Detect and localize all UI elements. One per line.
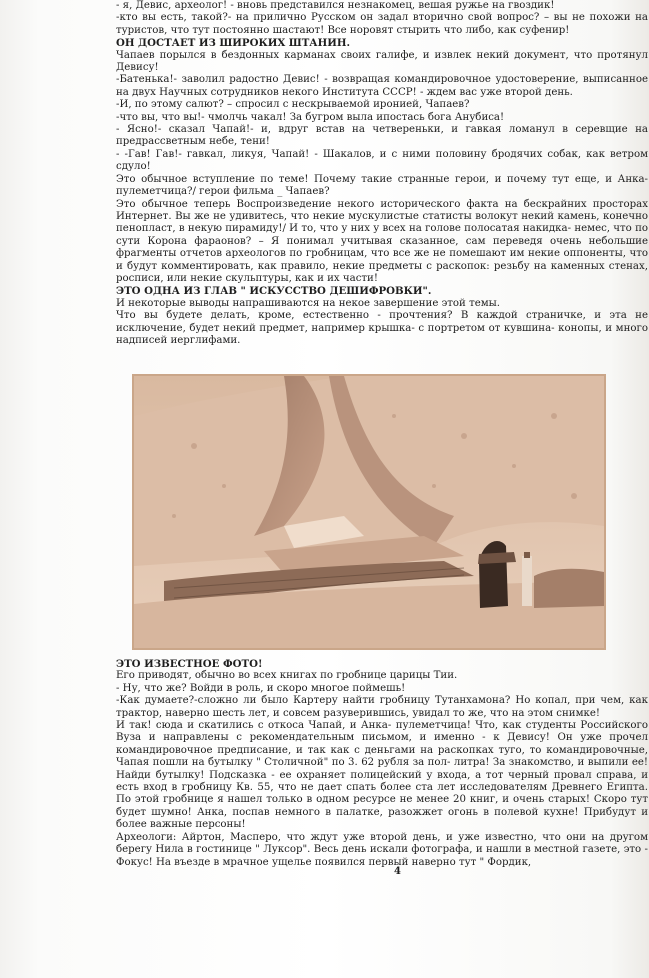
tomb-photo	[132, 374, 606, 650]
photo-caption: ЭТО ИЗВЕСТНОЕ ФОТО!	[116, 658, 263, 670]
bottom-text-block	[116, 658, 648, 869]
paragraph: Что вы будете делать, кроме, естественно - прочтения? В каждой страничке, и эта не исключение, будет некий предмет, например крышка- с портретом от кувшина- конопы, и много надписей иерглифами.	[116, 310, 648, 346]
paragraph: -что вы, что вы!- чмолчь чакал! За бугром выла ипостась бога Анубиса!	[116, 111, 505, 123]
paragraph: И некоторые выводы напрашиваются на некое завершение этой темы.	[116, 297, 501, 309]
paragraph: И так! сюда и скатились с откоса Чапай, и Анка- пулеметчица! Что, как студенты Российского Вуза и направлены с рекомендательным письмом, и именно - к Девису! Он уже прочел командировочное предписание, и так как с деньгами на раскопках туго, то командировочные, Чапая пошли на бутылку " Столичной" по 3. 62 рубля за пол- литра! За знакомство, и выпили ее! Найди бутылку! Подсказка - ее охраняет полицейский у входа, а тот черный провал справа, и есть вход в гробницу Кв. 55, что не дает спать более ста лет исследователям Древнего Египта. По этой гробнице я нашел только в одном ресурсе не менее 20 книг, и очень старых! Скоро тут будет шумно! Анка, поспав немного в палатке, разожжет огонь в полевой кухне! Прибудут и более важные персоны!	[116, 720, 648, 831]
paragraph: - -Гав! Гав!- гавкал, ликуя, Чапай! - Шакалов, и с ними половину бродячих собак, как ветром сдуло!	[116, 148, 648, 173]
paragraph: ОН ДОСТАЕТ ИЗ ШИРОКИХ ШТАНИН.	[116, 37, 351, 50]
paragraph: -Батенька!- заволил радостно Девис! - возвращая командировочное удостоверение, выписанное на двух Научных сотрудников некого Института СССР! - ждем вас уже второй день.	[116, 74, 648, 98]
page-number: 4	[394, 866, 401, 877]
paragraph: Археологи: Айртон, Масперо, что ждут уже второй день, и уже известно, что они на другом берегу Нила в гостинице " Луксор". Весь день искали фотографа, и нашли в местной газете, это - Фокус! На въезде в мрачное ущелье появился первый наверно тут " Фордик,	[116, 831, 648, 868]
paragraph: Чапаев порылся в бездонных карманах своих галифе, и извлек некий документ, что протянул Девису!	[116, 49, 648, 74]
tomb-photo-illustration	[134, 376, 604, 648]
paragraph: - Ну, что же? Войди в роль, и скоро многое поймешь!	[116, 682, 406, 694]
paragraph: ЭТО ОДНА ИЗ ГЛАВ " ИСКУССТВО ДЕШИФРОВКИ".	[116, 285, 432, 298]
paragraph: Его приводят, обычно во всех книгах по гробнице царицы Тии.	[116, 670, 458, 682]
paragraph: -И, по этому салют? – спросил с нескрываемой иронией, Чапаев?	[116, 99, 470, 111]
paragraph: -кто вы есть, такой?- на прилично Русском он задал вторично свой вопрос? – вы не похожи на туристов, что тут постоянно шастают! Все норовят стырить что либо, как суфенир!	[116, 12, 648, 36]
paragraph: - я, Девис, археолог! - вновь представился незнакомец, вешая ружье на гвоздик!	[116, 0, 555, 11]
paragraph: -Как думаете?-сложно ли было Картеру найти гробницу Тутанхамона? Но копал, при чем, как трактор, наверно шесть лет, и совсем разуверившись, увидал то же, что на этом снимке!	[116, 695, 648, 719]
paragraph: Это обычное вступление по теме! Почему такие странные герои, и почему тут еще, и Анка-пулеметчица?/ герои фильма _ Чапаев?	[116, 173, 648, 198]
top-text-block	[116, 0, 648, 347]
paragraph: - Ясно!- сказал Чапай!- и, вдруг встав на четвереньки, и гавкая ломанул в серевщие на предрассветным небе, тени!	[116, 124, 648, 148]
paragraph: Это обычное теперь Воспроизведение некого исторического факта на бескрайних просторах Интернет. Вы же не удивитесь, что некие мускулистые статисты волокут некий камень, конечно пенопласт, в некую пирамиду!/ И то, что у них у всех на голове полосатая накидка- немес, что по сути Корона фараонов? – Я понимал учитывая сказанное, сам переведя очень небольшие фрагменты отчетов археологов по гробницам, что все же не помешают им некие оппоненты, что и будут комментировать, как правило, некие предметы с раскопок: резьбу на каменных стенах, росписи, или некие скульптуры, как и их части!	[116, 198, 648, 284]
